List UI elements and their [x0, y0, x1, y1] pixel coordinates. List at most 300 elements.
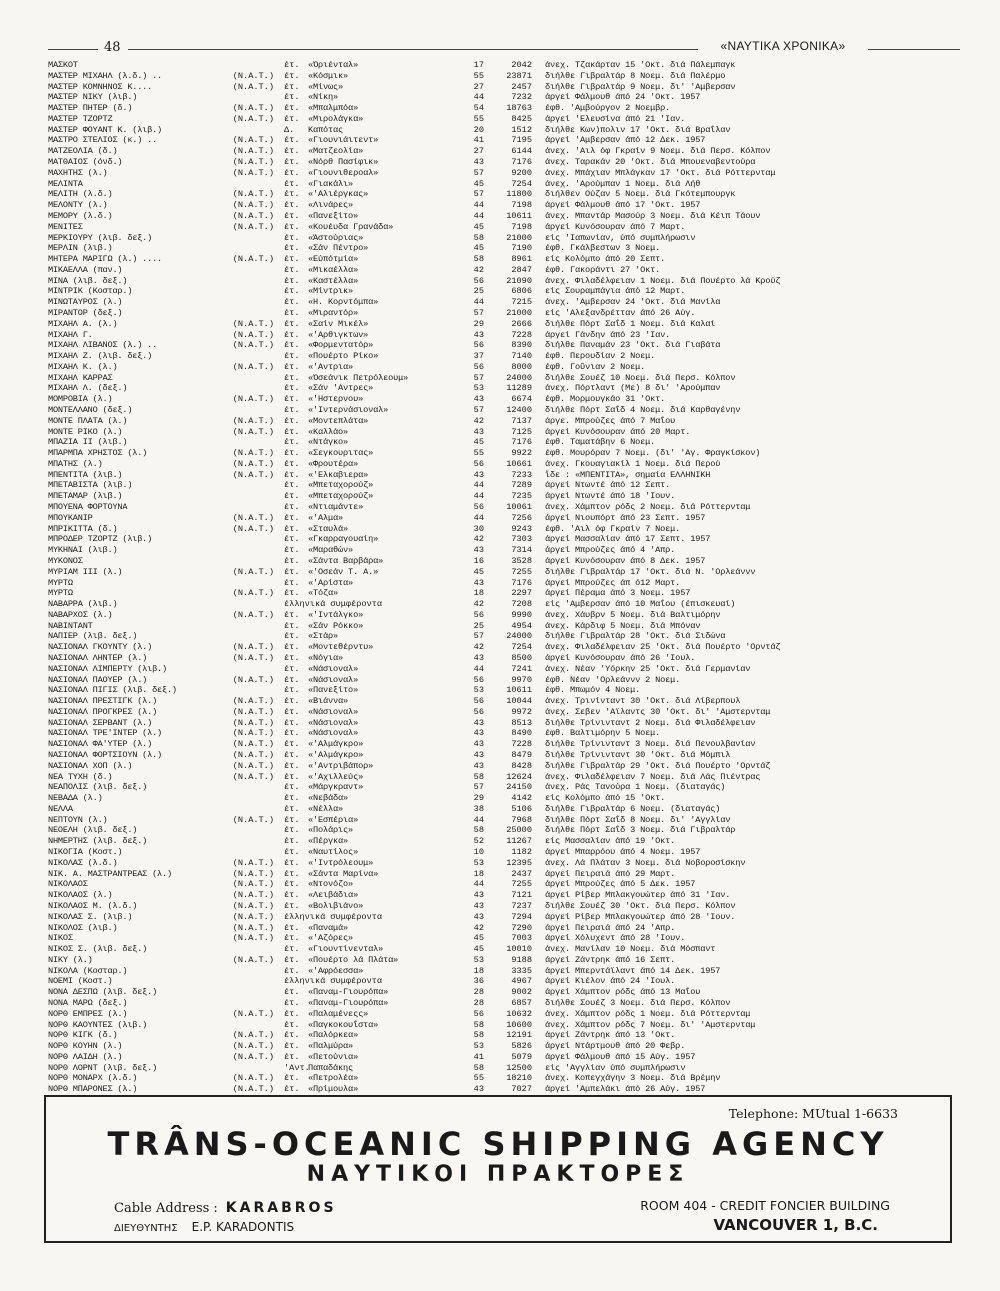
ad-subtitle: ΝΑΥΤΙΚΟΙ ΠΡΑΚΤΟΡΕΣ — [306, 1162, 690, 1187]
table-row — [48, 254, 954, 265]
flag-mark: (N.A.T.) — [232, 706, 274, 717]
vessel-type: έτ. — [284, 297, 300, 308]
flag-mark: (N.A.T.) — [232, 1073, 274, 1084]
table-row — [48, 599, 954, 610]
vessel-type: έλληνικά συμφέροντα — [284, 911, 382, 922]
flag-mark: (N.A.T.) — [232, 954, 274, 965]
table-row — [48, 340, 954, 351]
vessel-type: έτ. — [284, 103, 300, 114]
table-row — [48, 793, 954, 804]
ship-name: ΝΑΣΙΟΝΑΛ ΧΟΠ (λ.) — [48, 760, 133, 771]
vessel-type: έλληνικά συμφέροντα — [284, 976, 382, 987]
vessel-type: έτ. — [284, 210, 300, 221]
owner-company: «Μικαέλλα» — [308, 264, 359, 275]
owner-company: «Γκαρραγουαίη» — [308, 534, 379, 545]
vessel-type: έτ. — [284, 394, 300, 405]
status-text: διήλθε Γιβραλτάρ 29 'Οκτ. διά Πουέρτο 'Ορντάζ — [545, 760, 771, 771]
status-text: άργεί Φάλμουθ άπό 15 Αύγ. 1957 — [545, 1051, 696, 1062]
status-text: άργεί Πειραιά άπό 24 'Απρ. — [545, 922, 676, 933]
table-row — [48, 524, 954, 535]
ship-name: ΜΑΣΤΡΟ ΣΤΕΛΙΟΣ (κ.) .. — [48, 135, 158, 146]
ad-telephone: Telephone: MUtual 1-6633 — [728, 1106, 898, 1121]
status-text: διήλθε Σουέζ 3 Νοεμ. διά Περσ. Κόλπον — [545, 997, 731, 1008]
flag-mark: (N.A.T.) — [232, 814, 274, 825]
tonnage: 7190 — [511, 243, 532, 254]
vessel-type: έτ. — [284, 620, 300, 631]
tonnage: 7125 — [511, 426, 532, 437]
build-year: 28 — [473, 997, 484, 1008]
ad-city: VANCOUVER 1, B.C. — [713, 1216, 878, 1234]
table-row — [48, 847, 954, 858]
tonnage: 9990 — [511, 609, 532, 620]
table-row — [48, 653, 954, 664]
table-row — [48, 135, 954, 146]
owner-company: «Νάσιοναλ» — [308, 717, 359, 728]
flag-mark: (N.A.T.) — [232, 448, 274, 459]
build-year: 58 — [473, 1030, 484, 1041]
owner-company: «Κουέυδα Γρανάδα» — [308, 221, 394, 232]
vessel-type: έτ. — [284, 674, 300, 685]
build-year: 43 — [473, 750, 484, 760]
status-text: άνεχ. Χάμπτον ρόδς 2 Νοεμ. διά Ρόττερνταμ — [545, 502, 751, 513]
build-year: 58 — [473, 232, 484, 243]
table-row — [48, 373, 954, 384]
ship-name: ΝΑΣΙΟΝΑΛ ΤΡΕ'ΙΝΤΕΡ (λ.) — [48, 728, 163, 739]
vessel-type: έτ. — [284, 275, 300, 286]
status-text: άργεί Μπρούζες άπό 5 Δεκ. 1957 — [545, 879, 696, 890]
ship-name: ΝΕΛΛΑ — [48, 803, 73, 814]
ship-name: ΜΥΡΤΩ — [48, 577, 73, 588]
status-text: άργεί Νιουπόρτ άπό 23 Σεπτ. 1957 — [545, 512, 706, 523]
status-text: έφθ. Βαλτιμόρην 5 Νοεμ. — [545, 728, 661, 739]
table-row — [48, 631, 954, 642]
tonnage: 21090 — [506, 275, 532, 286]
owner-company: «Σεγκουριτας» — [308, 448, 374, 459]
tonnage: 10061 — [506, 502, 532, 513]
table-row — [48, 103, 954, 114]
flag-mark: (N.A.T.) — [232, 70, 274, 81]
table-row — [48, 297, 954, 308]
table-row — [48, 276, 954, 287]
page-number: 48 — [104, 40, 121, 55]
table-row — [48, 675, 954, 686]
table-row — [48, 815, 954, 826]
flag-mark: (N.A.T.) — [232, 1008, 274, 1019]
flag-mark: (N.A.T.) — [232, 318, 274, 329]
status-text: άργεί Ντάρτμουθ άπό 20 Φεβρ. — [545, 1041, 686, 1052]
vessel-type: έτ. — [284, 480, 300, 491]
build-year: 52 — [473, 836, 484, 847]
vessel-type: Δ. — [284, 124, 295, 135]
table-row — [48, 1030, 954, 1041]
flag-mark: (N.A.T.) — [232, 1041, 274, 1052]
ship-name: ΝΟΡΘ ΚΟΥΗΝ (λ.) — [48, 1041, 123, 1052]
vessel-type: έτ. — [284, 437, 300, 448]
status-text: είς Κολόμπο άπό 15 'Οκτ. — [545, 793, 666, 804]
owner-company: «Παναμά» — [308, 922, 349, 933]
tonnage: 10044 — [506, 696, 532, 707]
status-text: έφθ. Γοῦνιαν 2 Νοεμ. — [545, 361, 646, 372]
table-row — [48, 200, 954, 211]
status-text: άνεχ. Μανίλαν 10 Νοεμ. διά Μόσπαντ — [545, 944, 716, 955]
table-row — [48, 427, 954, 438]
table-row — [48, 933, 954, 944]
ship-name: ΝΑΣΙΟΝΑΛ ΦΟΡΤΣΙΟΥΝ (λ.) — [48, 750, 163, 760]
status-text: διήλθε Κων)πολιν 17 'Οκτ. διά Βραΐλαν — [545, 124, 731, 135]
table-row — [48, 416, 954, 427]
tonnage: 7176 — [511, 437, 532, 448]
tonnage: 24000 — [506, 631, 532, 642]
build-year: 43 — [473, 577, 484, 588]
status-text: έφθ. 'Αμβούργον 2 Νοεμβρ. — [545, 103, 671, 114]
vessel-type: έτ. — [284, 771, 300, 782]
tonnage: 21000 — [506, 307, 532, 318]
status-text: διήλθε Γιβραλτάρ 6 Νοεμ. (διαταγάς) — [545, 803, 721, 814]
ship-name: ΜΙΚΑΕΛΛΑ (παν.) — [48, 264, 123, 275]
status-text: άργεί Ρίβερ Μπλακγουώτερ άπό 28 'Ιουν. — [545, 911, 736, 922]
build-year: 57 — [473, 307, 484, 318]
owner-company: «Γιουντίνενταλ» — [308, 944, 384, 955]
ship-name: ΜΑΣΚΟΤ — [48, 60, 78, 70]
ship-name: ΝΟΡΘ ΛΑΙΔΗ (λ.) — [48, 1051, 123, 1062]
build-year: 57 — [473, 372, 484, 383]
ship-name: ΜΕΡΛΙΝ (λιβ.) — [48, 243, 113, 254]
status-text: άργεί Μπρούζες άπό 4 'Απρ. — [545, 545, 676, 556]
vessel-type: έτ. — [284, 965, 300, 976]
ship-name: ΜΕΝΙΤΕΣ — [48, 221, 83, 232]
build-year: 43 — [473, 717, 484, 728]
build-year: 43 — [473, 728, 484, 739]
ship-name: ΜΠΕΤΑΒΙΣΤΑ (λιβ.) — [48, 480, 133, 491]
table-row — [48, 534, 954, 545]
build-year: 56 — [473, 706, 484, 717]
tonnage: 9188 — [511, 954, 532, 965]
vessel-type: έτ. — [284, 890, 300, 901]
status-text: είς 'Αμβερσαν άπό 10 Μαΐου (έπισκευαί) — [545, 599, 736, 610]
vessel-type: έτ. — [284, 502, 300, 513]
status-text: έφθ. Περουδίαν 2 Νοεμ. — [545, 351, 656, 362]
table-row — [48, 491, 954, 502]
vessel-type: έτ. — [284, 566, 300, 577]
flag-mark: (N.A.T.) — [232, 135, 274, 146]
status-text: είς 'Ιαπωνίαν, ύπό συμπλήρωσιν — [545, 232, 696, 243]
ship-name: ΝΙΚΟΛΑ (Κοσταρ.) — [48, 965, 128, 976]
tonnage: 9243 — [511, 523, 532, 534]
owner-company: «'Οσεάν Τ. Α.» — [308, 566, 379, 577]
owner-company: «'Ηστερνου» — [308, 394, 364, 405]
tonnage: 8000 — [511, 361, 532, 372]
status-text: διήλθε Γιβραλτάρ 9 Νοεμ. δι' 'Αμβερσαν — [545, 81, 736, 92]
ship-name: ΝΙΚΟΛΑΟΣ Μ. (λ.δ.) — [48, 900, 138, 911]
owner-company: «Νάσιοναλ» — [308, 663, 359, 674]
tonnage: 8390 — [511, 340, 532, 351]
vessel-type: έτ. — [284, 847, 300, 858]
status-text: διήλθεν Ούζαν 5 Νοεμ. διά Γκότεμπουργκ — [545, 189, 736, 200]
tonnage: 5106 — [511, 803, 532, 814]
owner-company: «'Αλμάγκρο» — [308, 739, 364, 750]
build-year: 44 — [473, 480, 484, 491]
table-row — [48, 804, 954, 815]
build-year: 43 — [473, 900, 484, 911]
build-year: 56 — [473, 674, 484, 685]
vessel-type: έτ. — [284, 415, 300, 426]
vessel-type: 'Αντ. — [284, 1062, 310, 1073]
ship-name: ΜΠΕΤΑΜΑΡ (λιβ.) — [48, 491, 123, 502]
table-row — [48, 351, 954, 362]
build-year: 41 — [473, 1051, 484, 1062]
vessel-type: έτ. — [284, 663, 300, 674]
tonnage: 7314 — [511, 545, 532, 556]
status-text: διήλθε Τρίνινταντ 3 Νοεμ. διά Πενουλβανίαν — [545, 739, 756, 750]
owner-company: «Νεβάδα» — [308, 793, 349, 804]
table-row — [48, 405, 954, 416]
ship-name: ΜΥΚΗΝΑΙ (λιβ.) — [48, 545, 118, 556]
vessel-type: έτ. — [284, 857, 300, 868]
vessel-type: έτ. — [284, 60, 300, 70]
tonnage: 7198 — [511, 200, 532, 211]
vessel-type: έτ. — [284, 1030, 300, 1041]
vessel-type: έτ. — [284, 555, 300, 566]
ad-director-value: E.P. KARADONTIS — [191, 1220, 295, 1234]
table-row — [48, 642, 954, 653]
tonnage: 2847 — [511, 264, 532, 275]
vessel-type: έτ. — [284, 1008, 300, 1019]
owner-company: «Άστούριας» — [308, 232, 364, 243]
tonnage: 12624 — [506, 771, 532, 782]
flag-mark: (N.A.T.) — [232, 696, 274, 707]
tonnage: 7232 — [511, 92, 532, 103]
vessel-type: έτ. — [284, 361, 300, 372]
tonnage: 24000 — [506, 372, 532, 383]
vessel-type: έτ. — [284, 1041, 300, 1052]
build-year: 17 — [473, 60, 484, 70]
status-text: έφθ. Γακοράντι 27 'Οκτ. — [545, 264, 661, 275]
ship-name: ΝΙΚΟΛΑΟΣ — [48, 879, 88, 890]
vessel-type: έτ. — [284, 577, 300, 588]
build-year: 29 — [473, 318, 484, 329]
tonnage: 10611 — [506, 685, 532, 696]
table-row — [48, 772, 954, 783]
build-year: 57 — [473, 631, 484, 642]
vessel-type: έτ. — [284, 92, 300, 103]
vessel-type: έτ. — [284, 512, 300, 523]
table-row — [48, 222, 954, 233]
build-year: 43 — [473, 157, 484, 168]
owner-company: «Όριένταλ» — [308, 60, 359, 70]
status-text: άνεχ. Μπαντάρ Μασούρ 3 Νοεμ. διά Κέιπ Τάουν — [545, 210, 761, 221]
ship-name: ΝΑΒΑΡΡΑ (λιβ.) — [48, 599, 118, 610]
table-row — [48, 696, 954, 707]
owner-company: «Ντονόζο» — [308, 879, 354, 890]
tonnage: 2042 — [511, 60, 532, 70]
owner-company: «Κόσμικ» — [308, 70, 349, 81]
ship-name: ΝΙΚΟΣ — [48, 933, 73, 944]
status-text: άργεί Μπρούζες άπ ό12 Μαρτ. — [545, 577, 681, 588]
ship-name: ΝΙΚΟΛΑΟΣ (λ.) — [48, 890, 113, 901]
build-year: 44 — [473, 491, 484, 502]
tonnage: 8425 — [511, 113, 532, 124]
vessel-type: έτ. — [284, 631, 300, 642]
ship-name: ΝΑΒΙΝΤΑΝΤ — [48, 620, 93, 631]
owner-company: «Μίνως» — [308, 81, 344, 92]
tonnage: 9972 — [511, 706, 532, 717]
table-row — [48, 211, 954, 222]
table-row — [48, 1009, 954, 1020]
header-rule — [128, 49, 698, 50]
ship-name: ΜΑΣΤΕΡ ΚΟΜΝΗΝΟΣ Κ.... — [48, 81, 153, 92]
tonnage: 7254 — [511, 178, 532, 189]
ship-name: ΝΙΚΟΛΟΣ (λιβ.) — [48, 922, 118, 933]
status-text: άνεχ. 'Αιλ όφ Γκραίν 9 Νοεμ. διά Περσ. Κόλπον — [545, 146, 771, 157]
build-year: 44 — [473, 200, 484, 211]
flag-mark: (N.A.T.) — [232, 103, 274, 114]
flag-mark: (N.A.T.) — [232, 922, 274, 933]
owner-company: «Μπεταχορούζ» — [308, 480, 374, 491]
vessel-type: έτ. — [284, 868, 300, 879]
build-year: 45 — [473, 243, 484, 254]
status-text: διήλθε Πόρτ Σαΐδ 1 Νοεμ. διά Καλαί — [545, 318, 716, 329]
ship-name: ΜΟΜΡΟΒΙΑ (λ.) — [48, 394, 113, 405]
build-year: 30 — [473, 523, 484, 534]
ship-name: ΝΕΑ ΤΥΧΗ (δ.) — [48, 771, 113, 782]
ship-name: ΜΕΛΟΝΤΥ (λ.) — [48, 200, 108, 211]
build-year: 45 — [473, 221, 484, 232]
owner-company: «Παγκοκουΐστα» — [308, 1019, 379, 1030]
ship-name: ΝΟΡΘ ΜΟΝΑΡΧ (λ.δ.) — [48, 1073, 138, 1084]
table-row — [48, 987, 954, 998]
status-text: άνεχ. Μπάχιαν Μπλάγκαν 17 'Οκτ. διά Ρόττερνταμ — [545, 167, 776, 178]
publication-title: «ΝΑΥΤΙΚΑ ΧΡΟΝΙΚΑ» — [720, 39, 846, 53]
status-text: άνεχ. Φιλαδέλφειαν 25 'Οκτ. διά Πουέρτο 'Ορντάζ — [545, 642, 781, 653]
vessel-type: έτ. — [284, 469, 300, 480]
status-text: έφθ. Μπωμόν 4 Νοεμ. — [545, 685, 641, 696]
vessel-type: έτ. — [284, 448, 300, 459]
table-row — [48, 157, 954, 168]
ship-name: ΜΥΚΟΝΟΣ — [48, 555, 83, 566]
vessel-type: έτ. — [284, 81, 300, 92]
status-text: άργεί 'Αμβερσαν άπό 12 Δεκ. 1957 — [545, 135, 706, 146]
ship-name: ΝΑΣΙΟΝΑΛ ΦΑ'ΥΤΕΡ (λ.) — [48, 739, 153, 750]
owner-company: «Σάντα Βαρβάρα» — [308, 555, 384, 566]
table-row — [48, 308, 954, 319]
tonnage: 4954 — [511, 620, 532, 631]
status-text: άργεί Κυνόσουραν άπό 20 Μαρτ. — [545, 426, 691, 437]
tonnage: 7027 — [511, 1084, 532, 1095]
vessel-type: έτ. — [284, 135, 300, 146]
owner-company: «Μιρολάγκα» — [308, 113, 364, 124]
ship-name: ΜΗΤΕΡΑ ΜΑΡΙΓΩ (λ.) .... — [48, 254, 163, 265]
vessel-type: έτ. — [284, 286, 300, 297]
tonnage: 7233 — [511, 469, 532, 480]
build-year: 27 — [473, 81, 484, 92]
owner-company: «Γιουνιάιτεντ» — [308, 135, 379, 146]
table-row — [48, 1084, 954, 1095]
owner-company: «'Αζόρες» — [308, 933, 354, 944]
status-text: άνεχ. Γκουαγιακίλ 1 Νοεμ. διά Περού — [545, 458, 721, 469]
ship-name: ΜΙΧΑΗΛ ΚΑΡΡΑΣ — [48, 372, 113, 383]
table-row — [48, 664, 954, 675]
owner-company: «Φρουτέρα» — [308, 458, 359, 469]
owner-company: «Πουέρτο λά Πλάτα» — [308, 954, 399, 965]
vessel-type: έτ. — [284, 178, 300, 189]
vessel-type: έτ. — [284, 997, 300, 1008]
table-row — [48, 610, 954, 621]
flag-mark: (N.A.T.) — [232, 900, 274, 911]
tonnage: 2297 — [511, 588, 532, 599]
tonnage: 10661 — [506, 458, 532, 469]
vessel-type: έτ. — [284, 825, 300, 836]
vessel-type: έτ. — [284, 588, 300, 599]
ship-name: ΝΟΡΘ ΚΙΓΚ (δ.) — [48, 1030, 118, 1041]
table-row — [48, 782, 954, 793]
table-row — [48, 976, 954, 987]
vessel-type: έτ. — [284, 545, 300, 556]
table-row — [48, 858, 954, 869]
build-year: 55 — [473, 1073, 484, 1084]
ship-name: ΜΠΑΤΗΣ (λ.) — [48, 458, 103, 469]
build-year: 53 — [473, 857, 484, 868]
table-row — [48, 901, 954, 912]
tonnage: 1512 — [511, 124, 532, 135]
build-year: 58 — [473, 1019, 484, 1030]
table-row — [48, 1063, 954, 1074]
owner-company: «Πανεξίτο» — [308, 210, 359, 221]
vessel-type: έτ. — [284, 944, 300, 955]
ship-name: ΜΙΝΩΤΑΥΡΟΣ (λ.) — [48, 297, 123, 308]
status-text: διήλθε Παναμάν 23 'Οκτ. διά Γιαβάτα — [545, 340, 721, 351]
status-text: άνεχ. Χάμπτον ρόδς 1 Νοεμ. διά Ρόττερνταμ — [545, 1008, 751, 1019]
owner-company: «Φορμεντατόρ» — [308, 340, 374, 351]
ship-name: ΜΠΕΝΤΙΤΑ (λιβ.) — [48, 469, 123, 480]
ship-name: ΝΟΡΘ ΕΜΠΡΕΣ (λ.) — [48, 1008, 128, 1019]
status-text: άνεχ. Χάυβρν 5 Νοεμ. διά Βαλτιμόρην — [545, 609, 721, 620]
tonnage: 7176 — [511, 577, 532, 588]
vessel-type: έτ. — [284, 652, 300, 663]
owner-company: «Ναυτίλος» — [308, 847, 359, 858]
build-year: 53 — [473, 383, 484, 394]
flag-mark: (N.A.T.) — [232, 512, 274, 523]
vessel-type: έλληνικά συμφέροντα — [284, 599, 382, 610]
owner-company: «Η. Κορντόμπα» — [308, 297, 379, 308]
ship-name: ΝΑΣΙΟΝΑΛ ΠΡΕΣΤΙΓΚ (λ.) — [48, 696, 158, 707]
tonnage: 11800 — [506, 189, 532, 200]
owner-company: «Λινάρες» — [308, 200, 354, 211]
ad-cable-address — [114, 1200, 337, 1216]
table-row — [48, 330, 954, 341]
ship-name: ΜΑΣΤΕΡ ΤΖΟΡΤΖ — [48, 113, 113, 124]
flag-mark: (N.A.T.) — [232, 674, 274, 685]
owner-company: «Μπαλμπόα» — [308, 103, 359, 114]
flag-mark: (N.A.T.) — [232, 750, 274, 760]
owner-company: «Νάσιοναλ» — [308, 706, 359, 717]
ship-name: ΝΕΟΕΛΗ (λιβ. δεξ.) — [48, 825, 138, 836]
owner-company: «Βολιβιάνο» — [308, 900, 364, 911]
ship-name: ΜΥΡΙΑΜ ΙΙΙ (λ.) — [48, 566, 123, 577]
flag-mark: (N.A.T.) — [232, 210, 274, 221]
status-text: είς Κολόμπο άπό 20 Σεπτ. — [545, 254, 666, 265]
build-year: 42 — [473, 642, 484, 653]
advertisement-box — [44, 1095, 952, 1243]
build-year: 43 — [473, 911, 484, 922]
build-year: 56 — [473, 1008, 484, 1019]
vessel-type: έτ. — [284, 318, 300, 329]
build-year: 43 — [473, 760, 484, 771]
owner-company: «'Αντρια» — [308, 361, 354, 372]
status-text: έφθ. Ταματάβην 6 Νοεμ. — [545, 437, 656, 448]
build-year: 18 — [473, 588, 484, 599]
owner-company: «'Αρθιγκτων» — [308, 329, 369, 340]
build-year: 25 — [473, 286, 484, 297]
